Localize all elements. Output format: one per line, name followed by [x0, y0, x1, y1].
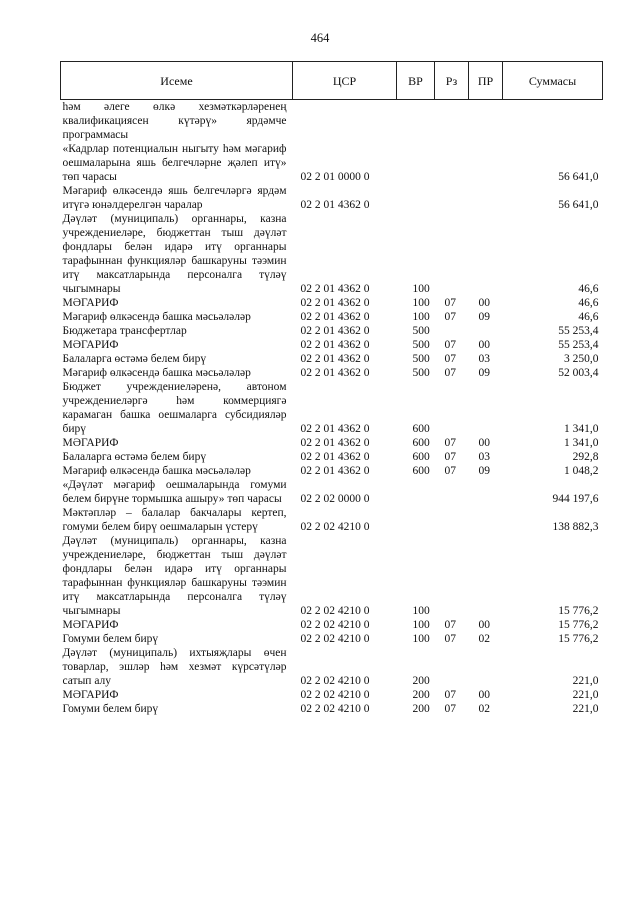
cell-rz: [435, 142, 469, 184]
cell-sum: 221,0: [572, 675, 599, 687]
table-row: [61, 310, 603, 324]
cell-pr: 03: [478, 353, 490, 365]
table-row: [61, 478, 603, 506]
cell-csr: 02 2 02 0000 0: [300, 493, 370, 505]
cell-vr: 500: [412, 367, 430, 379]
cell-rz: 07: [444, 339, 456, 351]
cell-sum: 1 341,0: [564, 423, 599, 435]
cell-pr: [469, 534, 503, 618]
cell-name: МӘГАРИФ: [62, 437, 119, 449]
cell-rz: 07: [444, 437, 456, 449]
cell-vr: 100: [412, 619, 430, 631]
cell-rz: 07: [444, 465, 456, 477]
header-name: Исеме: [61, 62, 293, 100]
table-row: [61, 296, 603, 310]
cell-sum: 221,0: [572, 703, 599, 715]
table-header: [61, 62, 603, 100]
cell-rz: 07: [444, 353, 456, 365]
cell-pr: [469, 506, 503, 534]
cell-name: Гомуми белем бирү: [62, 703, 159, 715]
cell-name: Мәгариф өлкәсендә башка мәсьәләләр: [62, 311, 251, 323]
cell-rz: 07: [444, 703, 456, 715]
cell-name: Мәгариф өлкәсендә башка мәсьәләләр: [62, 367, 251, 379]
cell-sum: 292,8: [572, 451, 599, 463]
cell-vr: 600: [412, 465, 430, 477]
cell-vr: [397, 184, 435, 212]
header-sum: Суммасы: [503, 62, 603, 100]
cell-csr: 02 2 01 4362 0: [300, 451, 370, 463]
cell-pr: [469, 212, 503, 296]
table-row: [61, 184, 603, 212]
cell-name: «Дәүләт мәгариф оешмаларында гомуми белем бирүне тормышка ашыру» төп чарасы: [62, 479, 287, 505]
table-row: [61, 646, 603, 688]
table-row: [61, 324, 603, 338]
cell-pr: 09: [478, 311, 490, 323]
cell-rz: [435, 646, 469, 688]
table-row: [61, 702, 603, 716]
cell-sum: 56 641,0: [558, 199, 599, 211]
cell-rz: [435, 506, 469, 534]
cell-csr: 02 2 01 4362 0: [300, 339, 370, 351]
cell-vr: 500: [412, 353, 430, 365]
cell-name: МӘГАРИФ: [62, 297, 119, 309]
cell-rz: 07: [444, 689, 456, 701]
cell-rz: [435, 380, 469, 436]
cell-sum: 55 253,4: [558, 325, 599, 337]
cell-sum: 46,6: [578, 297, 599, 309]
cell-csr: 02 2 01 4362 0: [300, 297, 370, 309]
cell-pr: 00: [478, 339, 490, 351]
cell-csr: 02 2 02 4210 0: [300, 689, 370, 701]
cell-csr: 02 2 02 4210 0: [300, 605, 370, 617]
cell-csr: 02 2 01 0000 0: [300, 171, 370, 183]
cell-vr: [397, 100, 435, 143]
cell-pr: [469, 142, 503, 184]
cell-vr: 100: [412, 633, 430, 645]
cell-vr: 600: [412, 423, 430, 435]
header-csr: ЦСР: [293, 62, 397, 100]
cell-sum: 15 776,2: [558, 619, 599, 631]
cell-csr: 02 2 02 4210 0: [300, 633, 370, 645]
cell-vr: 100: [412, 297, 430, 309]
cell-pr: 00: [478, 689, 490, 701]
cell-name: Мәгариф өлкәсендә башка мәсьәләләр: [62, 465, 251, 477]
cell-csr: 02 2 01 4362 0: [300, 311, 370, 323]
table-row: [61, 450, 603, 464]
cell-vr: 600: [412, 437, 430, 449]
table-row: [61, 352, 603, 366]
cell-name: «Кадрлар потенциалын ныгыту һәм мәгариф оешмаларына яшь белгечләрне җәлеп итү» төп чарасы: [62, 143, 287, 183]
cell-sum: 55 253,4: [558, 339, 599, 351]
budget-table: [60, 61, 603, 716]
cell-sum: 3 250,0: [564, 353, 599, 365]
cell-name: Бюджет учреждениеләренә, автоном учреждениеләргә һәм коммерциягә карамаган башка оешмаларга субсидияләр бирү: [62, 381, 287, 435]
cell-pr: [469, 478, 503, 506]
cell-vr: [397, 478, 435, 506]
cell-pr: 02: [478, 703, 490, 715]
cell-rz: [435, 478, 469, 506]
cell-sum: 221,0: [572, 689, 599, 701]
cell-sum: 15 776,2: [558, 633, 599, 645]
table-row: [61, 366, 603, 380]
cell-vr: 500: [412, 325, 430, 337]
cell-csr: 02 2 01 4362 0: [300, 283, 370, 295]
cell-name: һәм әлеге өлкә хезмәткәрләренең квалификациясен күтәрү» ярдәмче программасы: [62, 101, 287, 141]
cell-pr: 02: [478, 633, 490, 645]
cell-sum: 1 341,0: [564, 437, 599, 449]
cell-sum: 56 641,0: [558, 171, 599, 183]
cell-sum: 1 048,2: [564, 465, 599, 477]
header-rz: Рз: [435, 62, 469, 100]
cell-sum: 46,6: [578, 311, 599, 323]
cell-rz: 07: [444, 633, 456, 645]
cell-pr: 00: [478, 619, 490, 631]
table-row: [61, 464, 603, 478]
cell-rz: 07: [444, 451, 456, 463]
cell-csr: 02 2 02 4210 0: [300, 675, 370, 687]
cell-csr: 02 2 01 4362 0: [300, 325, 370, 337]
cell-csr: 02 2 02 4210 0: [300, 703, 370, 715]
cell-csr: 02 2 01 4362 0: [300, 367, 370, 379]
cell-name: МӘГАРИФ: [62, 619, 119, 631]
cell-vr: 100: [412, 311, 430, 323]
cell-rz: 07: [444, 311, 456, 323]
cell-csr: 02 2 01 4362 0: [300, 465, 370, 477]
cell-pr: 09: [478, 367, 490, 379]
cell-rz: 07: [444, 297, 456, 309]
cell-vr: 200: [412, 703, 430, 715]
cell-csr: 02 2 01 4362 0: [300, 199, 370, 211]
cell-pr: 03: [478, 451, 490, 463]
cell-vr: 200: [412, 689, 430, 701]
cell-csr: 02 2 01 4362 0: [300, 423, 370, 435]
table-row: [61, 632, 603, 646]
cell-pr: 00: [478, 437, 490, 449]
table-row: [61, 100, 603, 143]
cell-pr: [469, 646, 503, 688]
cell-sum: 138 882,3: [552, 521, 599, 533]
cell-rz: 07: [444, 619, 456, 631]
table-body: [61, 100, 603, 717]
cell-sum: 46,6: [578, 283, 599, 295]
cell-csr: 02 2 02 4210 0: [300, 619, 370, 631]
cell-pr: [469, 380, 503, 436]
table-row: [61, 436, 603, 450]
cell-name: Бюджетара трансфертлар: [62, 325, 187, 337]
cell-sum: 52 003,4: [558, 367, 599, 379]
cell-csr: 02 2 01 4362 0: [300, 437, 370, 449]
cell-rz: [435, 324, 469, 338]
cell-name: Мәгариф өлкәсендә яшь белгечләргә ярдәм итүгә юнәлдерелгән чаралар: [62, 185, 287, 211]
cell-name: МӘГАРИФ: [62, 339, 119, 351]
header-pr: ПР: [469, 62, 503, 100]
cell-sum: 944 197,6: [552, 493, 599, 505]
cell-name: Балаларга өстәмә белем бирү: [62, 353, 207, 365]
table-row: [61, 142, 603, 184]
cell-name: Мәктәпләр – балалар бакчалары кертеп, гомуми белем бирү оешмаларын үстерү: [62, 507, 287, 533]
cell-csr: 02 2 01 4362 0: [300, 353, 370, 365]
cell-sum: 15 776,2: [558, 605, 599, 617]
cell-vr: 200: [412, 675, 430, 687]
cell-vr: [397, 142, 435, 184]
cell-csr: [293, 100, 397, 143]
cell-vr: 500: [412, 339, 430, 351]
cell-rz: [435, 100, 469, 143]
table-row: [61, 688, 603, 702]
cell-rz: [435, 184, 469, 212]
cell-vr: 600: [412, 451, 430, 463]
cell-vr: 100: [412, 605, 430, 617]
header-vr: ВР: [397, 62, 435, 100]
table-row: [61, 212, 603, 296]
cell-pr: [469, 324, 503, 338]
cell-csr: 02 2 02 4210 0: [300, 521, 370, 533]
cell-rz: [435, 212, 469, 296]
cell-pr: [469, 100, 503, 143]
cell-rz: 07: [444, 367, 456, 379]
cell-name: МӘГАРИФ: [62, 689, 119, 701]
table-row: [61, 380, 603, 436]
cell-vr: [397, 506, 435, 534]
table-row: [61, 506, 603, 534]
cell-vr: 100: [412, 283, 430, 295]
cell-pr: 09: [478, 465, 490, 477]
table-row: [61, 338, 603, 352]
cell-pr: [469, 184, 503, 212]
cell-pr: 00: [478, 297, 490, 309]
cell-name: Балаларга өстәмә белем бирү: [62, 451, 207, 463]
table-row: [61, 534, 603, 618]
table-row: [61, 618, 603, 632]
cell-name: Гомуми белем бирү: [62, 633, 159, 645]
page-number: 464: [310, 31, 330, 45]
cell-sum: [503, 100, 603, 143]
cell-name: Дәүләт (муниципаль) органнары, казна учреждениеләре, бюджеттан тыш дәүләт фондлары белән идарә итү органнары тарафыннан функцияләр башкаруны тәэмин итү максатларында персоналга түләү чыгымнары: [62, 535, 287, 617]
cell-rz: [435, 534, 469, 618]
cell-name: Дәүләт (муниципаль) органнары, казна учреждениеләре, бюджеттан тыш дәүләт фондлары белән идарә итү органнары тарафыннан функцияләр башкаруны тәэмин итү максатларында персоналга түләү чыгымнары: [62, 213, 287, 295]
cell-name: Дәүләт (муниципаль) ихтыяҗлары өчен товарлар, эшләр һәм хезмәт күрсәтүләр сатып алу: [62, 647, 287, 687]
